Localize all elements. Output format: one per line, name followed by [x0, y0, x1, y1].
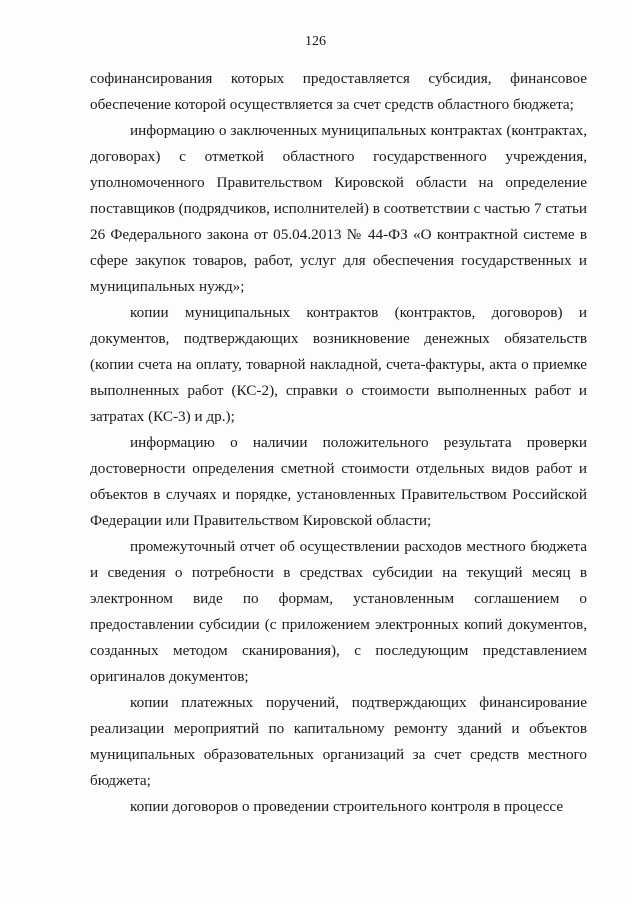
paragraph-continuation: софинансирования которых предоставляется субсидия, финансовое обеспечение которой осуществляется за счет средств областного бюджета; [90, 70, 587, 113]
paragraph-interim-report: промежуточный отчет об осуществлении расходов местного бюджета и сведения о потребности в средствах субсидии на текущий месяц в электронном виде по формам, установленным соглашением о предоставлении субсидии (с приложением электронных копий документов, созданных методом сканирования), с последующим представлением оригиналов документов; [90, 538, 587, 685]
paragraph-contracts-info: информацию о заключенных муниципальных контрактах (контрактах, договорах) с отметкой областного государственного учреждения, уполномоченного Правительством Кировской области на определение поставщиков (подрядчиков, исполнителей) в соответствии с частью 7 статьи 26 Федерального закона от 05.04.2013 № 44-ФЗ «О контрактной системе в сфере закупок товаров, работ, услуг для обеспечения государственных и муниципальных нужд»; [90, 122, 587, 295]
paragraph-payment-orders: копии платежных поручений, подтверждающих финансирование реализации мероприятий по капитальному ремонту зданий и объектов муниципальных образовательных организаций за счет средств местного бюджета; [90, 694, 587, 789]
paragraph-contract-copies: копии муниципальных контрактов (контрактов, договоров) и документов, подтверждающих возникновение денежных обязательств (копии счета на оплату, товарной накладной, счета-фактуры, акта о приемке выполненных работ (КС-2), справки о стоимости выполненных работ и затратах (КС-3) и др.); [90, 304, 587, 425]
paragraph-construction-control: копии договоров о проведении строительного контроля в процессе [130, 798, 564, 815]
page-number: 126 [305, 34, 326, 49]
paragraph-estimate-verification: информацию о наличии положительного результата проверки достоверности определения сметной стоимости отдельных видов работ и объектов в случаях и порядке, установленных Правительством Российской Федерации или Правительством Кировской области; [90, 434, 587, 529]
document-body [90, 66, 587, 820]
